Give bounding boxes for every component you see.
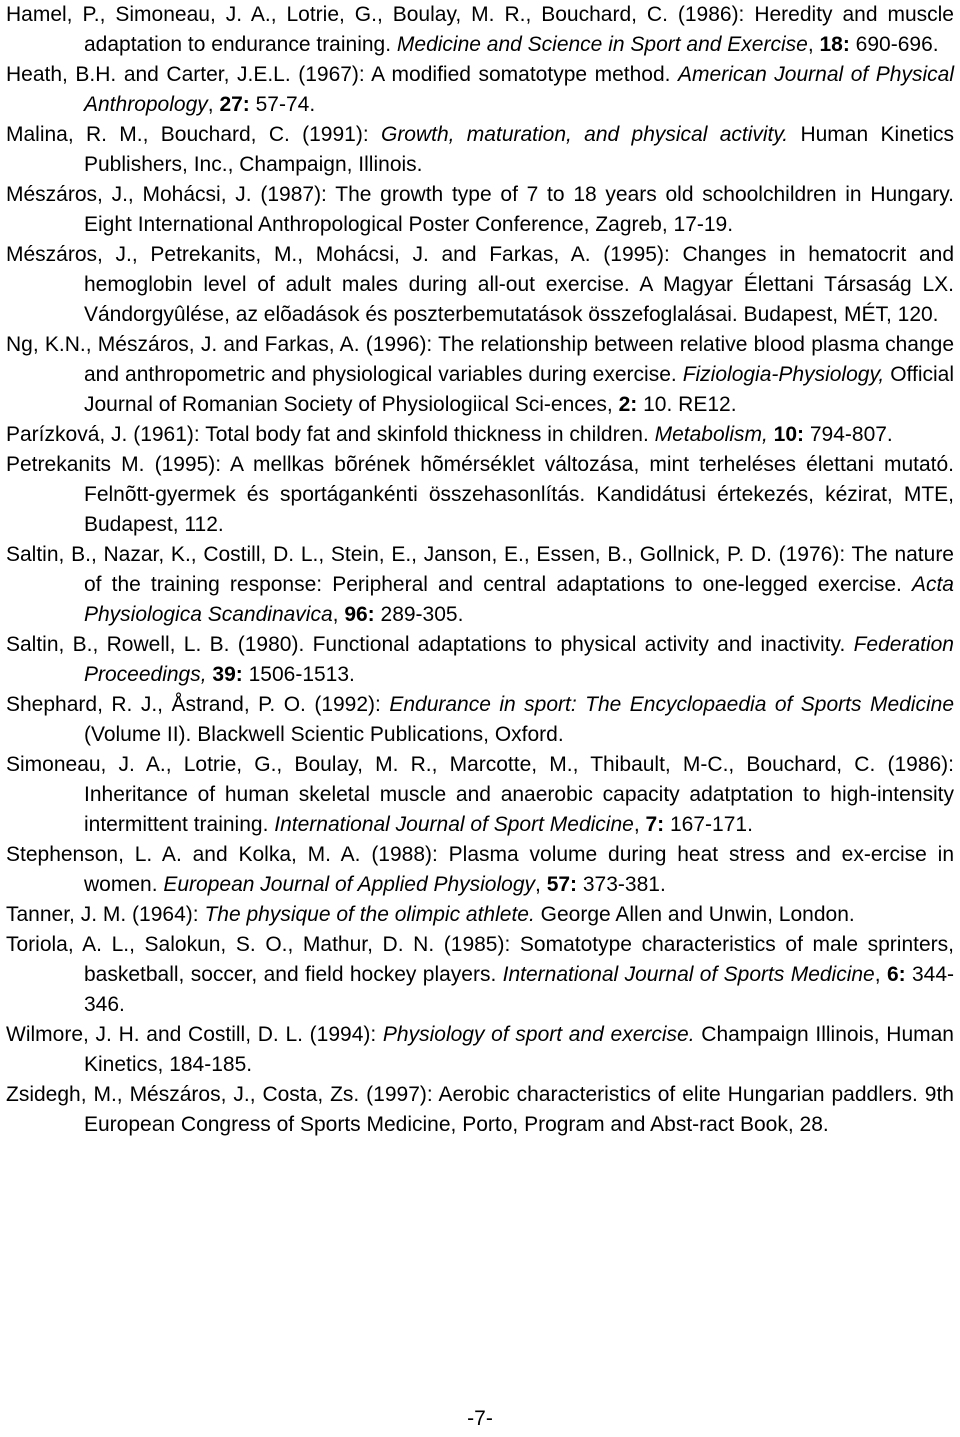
reference-text: Official Journal of Romanian Society of Physiologiical Sci-ences, — [84, 363, 954, 416]
reference-text: Saltin, B., Rowell, L. B. (1980). Functional adaptations to physical activity and inactivity. — [6, 633, 854, 656]
reference-text: 794-807. — [804, 423, 893, 446]
reference-entry — [6, 630, 954, 690]
reference-volume: 2: — [618, 393, 638, 416]
reference-text: Mészáros, J., Mohácsi, J. (1987): The growth type of 7 to 18 years old schoolchildren in Hungary. Eight International Anthropological Poster Conference, Zagreb, 17-19. — [6, 183, 954, 236]
reference-source-title: Growth, maturation, and physical activity. — [380, 123, 789, 146]
reference-volume: 96: — [344, 603, 375, 626]
reference-text: Hamel, P., Simoneau, J. A., Lotrie, G., Boulay, M. R., Bouchard, C. (1986): Heredity and muscle adaptation to endurance training. — [6, 3, 954, 56]
reference-text: 1506-1513. — [242, 663, 355, 686]
reference-entry — [6, 60, 954, 120]
reference-text: Ng, K.N., Mészáros, J. and Farkas, A. (1996): The relationship between relative blood plasma change and anthropometric and physiological variables during exercise. — [6, 333, 954, 386]
reference-text: Tanner, J. M. (1964): — [6, 903, 205, 926]
reference-source-title: Metabolism, — [654, 423, 768, 446]
reference-text: Malina, R. M., Bouchard, C. (1991): — [6, 123, 381, 146]
reference-text: Petrekanits M. (1995): A mellkas bõrének hõmérséklet változása, mint terheléses élettani mutató. Felnõtt-gyermek és sportágankénti összehasonlítás. Kandidátusi értekezés, kézirat, MTE, Budapest, 112. — [6, 453, 954, 536]
reference-source-title: American Journal of Physical Anthropology — [84, 63, 954, 116]
reference-entry — [6, 120, 954, 180]
reference-text: , — [807, 33, 820, 56]
reference-text: , — [633, 813, 646, 836]
reference-entry — [6, 420, 954, 450]
reference-text: 10. RE12. — [637, 393, 737, 416]
reference-source-title: Physiology of sport and exercise. — [382, 1023, 695, 1046]
reference-text: Human Kinetics Publishers, Inc., Champaign, Illinois. — [84, 123, 954, 176]
reference-text: 690-696. — [849, 33, 939, 56]
reference-text: Parízková, J. (1961): Total body fat and skinfold thickness in children. — [6, 423, 655, 446]
reference-source-title: Medicine and Science in Sport and Exercise — [396, 33, 808, 56]
reference-text: Zsidegh, M., Mészáros, J., Costa, Zs. (1997): Aerobic characteristics of elite Hungarian paddlers. 9th European Congress of Sports Medicine, Porto, Program and Abst-ract Book, 28. — [6, 1083, 954, 1136]
reference-text: Heath, B.H. and Carter, J.E.L. (1967): A modified somatotype method. — [6, 63, 679, 86]
reference-text: Mészáros, J., Petrekanits, M., Mohácsi, J. and Farkas, A. (1995): Changes in hematocrit and hemoglobin level of adult males during all-out exercise. A Magyar Élettani Társaság LX. Vándorgyûlése, az elõadások és poszterbemutatások összefoglalásai. Budapest, MÉT, 120. — [6, 243, 954, 326]
reference-entry — [6, 180, 954, 240]
reference-source-title: The physique of the olimpic athlete. — [204, 903, 535, 926]
reference-volume: 7: — [645, 813, 665, 836]
reference-source-title: Endurance in sport: The Encyclopaedia of Sports Medicine — [389, 693, 954, 716]
reference-text: , — [332, 603, 345, 626]
reference-text: , — [874, 963, 887, 986]
reference-text: Shephard, R. J., Åstrand, P. O. (1992): — [6, 693, 390, 716]
reference-entry — [6, 1020, 954, 1080]
reference-volume: 18: — [819, 33, 850, 56]
document-page — [6, 0, 954, 1140]
reference-text: George Allen and Unwin, London. — [534, 903, 855, 926]
reference-entry — [6, 900, 954, 930]
reference-text: Champaign Illinois, Human Kinetics, 184-185. — [84, 1023, 954, 1076]
reference-source-title: International Journal of Sports Medicine — [502, 963, 875, 986]
reference-entry — [6, 840, 954, 900]
reference-text: 57-74. — [249, 93, 316, 116]
reference-entry — [6, 330, 954, 420]
reference-text: 344-346. — [84, 963, 955, 1016]
reference-text: 289-305. — [374, 603, 464, 626]
reference-source-title: Fiziologia-Physiology, — [682, 363, 885, 386]
reference-text: Stephenson, L. A. and Kolka, M. A. (1988): Plasma volume during heat stress and ex-ercise in women. — [6, 843, 954, 896]
reference-entry — [6, 240, 954, 330]
reference-entry — [6, 750, 954, 840]
reference-text: Wilmore, J. H. and Costill, D. L. (1994): — [6, 1023, 383, 1046]
reference-source-title: Acta Physiologica Scandinavica — [84, 573, 954, 626]
reference-entry — [6, 930, 954, 1020]
reference-entry — [6, 1080, 954, 1140]
reference-volume: 57: — [546, 873, 578, 896]
reference-text: Saltin, B., Nazar, K., Costill, D. L., Stein, E., Janson, E., Essen, B., Gollnick, P. D. (1976): The nature of the training response: Peripheral and central adaptations to one-legged exercise. — [6, 543, 954, 596]
reference-source-title: Federation Proceedings, — [84, 633, 954, 686]
reference-text: , — [535, 873, 547, 896]
reference-text: , — [207, 93, 220, 116]
reference-volume: 10: — [773, 423, 805, 446]
reference-text: Toriola, A. L., Salokun, S. O., Mathur, D. N. (1985): Somatotype characteristics of male sprinters, basketball, soccer, and field hockey players. — [6, 933, 954, 986]
reference-source-title: European Journal of Applied Physiology — [163, 873, 536, 896]
page-number: -7- — [467, 1407, 493, 1430]
reference-entry — [6, 0, 954, 60]
reference-text: (Volume II). Blackwell Scientic Publications, Oxford. — [84, 723, 564, 746]
reference-text: Simoneau, J. A., Lotrie, G., Boulay, M. R., Marcotte, M., Thibault, M-C., Bouchard, C. (1986): Inheritance of human skeletal muscle and anaerobic capacity adatptation to high-intensity intermittent training. — [6, 753, 954, 836]
reference-volume: 39: — [212, 663, 243, 686]
reference-volume: 27: — [219, 93, 250, 116]
reference-text: 167-171. — [664, 813, 753, 836]
reference-entry — [6, 450, 954, 540]
reference-entry — [6, 540, 954, 630]
reference-text: 373-381. — [577, 873, 666, 896]
reference-entry — [6, 690, 954, 750]
reference-volume: 6: — [886, 963, 906, 986]
reference-list — [6, 0, 954, 1140]
reference-source-title: International Journal of Sport Medicine — [274, 813, 634, 836]
